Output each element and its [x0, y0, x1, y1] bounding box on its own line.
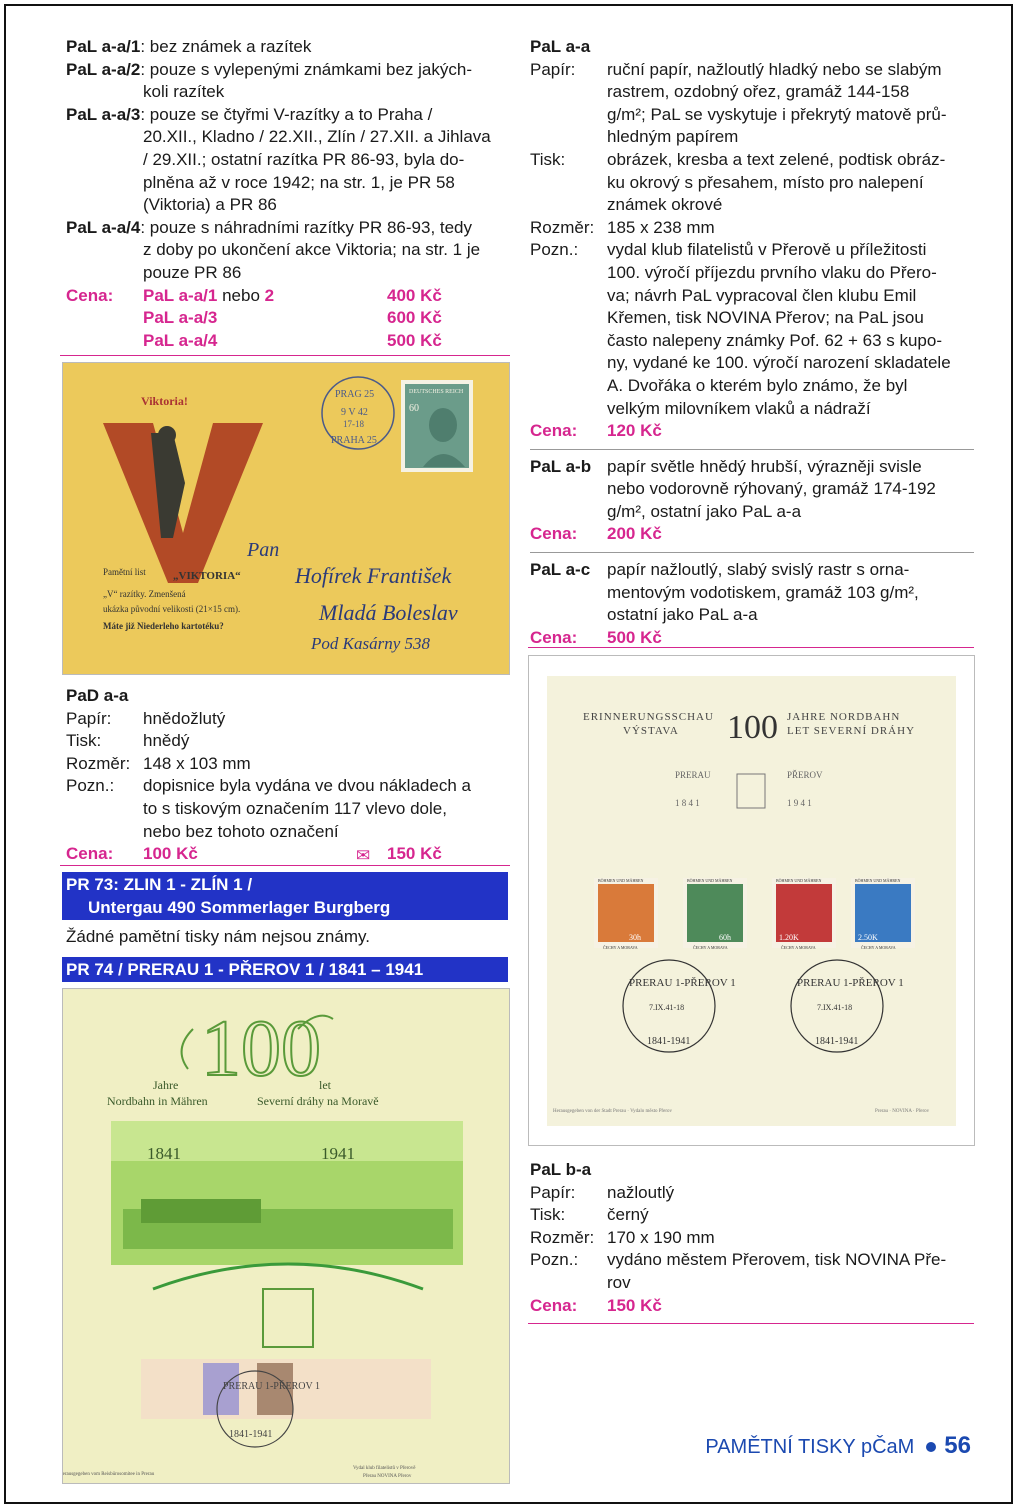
- palaa-papir-label: Papír:: [530, 59, 576, 79]
- viktoria-caption-4: ukázka původní velikosti (21×15 cm).: [103, 604, 241, 614]
- sheet-small-2: Vydal klub filatelistů v Přerově: [353, 1466, 416, 1471]
- text-pala1: bez známek a razítek: [149, 37, 312, 56]
- palba-cena-label: Cena:: [530, 1295, 578, 1315]
- postmark-bottom: PRAHA 25: [331, 435, 377, 446]
- block-stamp-2: [683, 878, 747, 950]
- left-column: [66, 36, 510, 353]
- pad-title: PaD a-a: [66, 686, 129, 705]
- palaa-pozn-l6: ny, vydané ke 100. výročí narození skladatele: [607, 353, 951, 373]
- pr74-banner: [62, 957, 508, 982]
- pad-pozn-l2: to s tiskovým označením 117 vlevo dole,: [143, 798, 447, 818]
- palac-cena-value: 500 Kč: [607, 627, 662, 647]
- pad-cena-value-1: 100 Kč: [143, 844, 198, 864]
- block-stamp-4-top: BÖHMEN UND MÄHREN: [855, 878, 901, 883]
- palac-l1: papír nažloutlý, slabý svislý rastr s orna-: [607, 560, 910, 580]
- postmark-time: 17-18: [343, 419, 364, 429]
- block-small-2: Prerau · NOVINA · Přerov: [875, 1109, 930, 1114]
- stamp-value: 60: [409, 403, 419, 414]
- block-big-100: 100: [727, 709, 778, 746]
- price-row-2: PaL a-a/3: [143, 308, 218, 328]
- pad-papir-value: hnědožlutý: [143, 708, 226, 728]
- price-value-1: 400 Kč: [387, 285, 442, 305]
- viktoria-caption-5: Máte již Niederleho kartotéku?: [103, 621, 224, 631]
- block-stamp-1-top: BÖHMEN UND MÄHREN: [598, 878, 644, 883]
- pad-tisk-value: hnědý: [143, 731, 190, 751]
- palab-l3: g/m², ostatní jako PaL a-a: [607, 501, 802, 521]
- address-line-4: Pod Kasárny 538: [311, 634, 430, 653]
- pad-rozmer-label: Rozměr:: [66, 753, 131, 773]
- block-pm-1-text: PRERAU 1-PŘEROV 1: [629, 977, 736, 989]
- sheet-severni: Severní dráhy na Moravě: [257, 1094, 379, 1108]
- palaa-pozn-l3: va; návrh PaL vypracoval člen klubu Emil: [607, 285, 917, 305]
- postmark-date: 9 V 42: [341, 407, 368, 418]
- stamp-text: DEUTSCHES REICH: [409, 389, 464, 395]
- viktoria-title: Viktoria!: [141, 394, 188, 408]
- pad-pozn-l3: nebo bez tohoto označení: [143, 821, 339, 841]
- text-pala3-l5: (Viktoria) a PR 86: [143, 195, 277, 215]
- palaa-pozn-l8: velkým milovníkem vlaků a nádraží: [607, 398, 871, 418]
- pad-papir-label: Papír:: [66, 708, 112, 728]
- text-pala2-l1: pouze s vylepenými známkami bez jakých-: [149, 59, 472, 79]
- palaa-papir-l4: hledným papírem: [607, 127, 739, 147]
- divider-line-4: [528, 1323, 974, 1324]
- address-line-2: Hofírek František: [295, 563, 452, 588]
- block-pm-2-years: 1841-1941: [815, 1036, 859, 1047]
- palba-rozmer-value: 170 x 190 mm: [607, 1227, 715, 1247]
- sheet-year-1: 1841: [147, 1144, 181, 1163]
- block-stamp-4-bot: ČECHY A MORAVA: [861, 945, 896, 950]
- palab-title: PaL a-b: [530, 456, 592, 476]
- code-pala3: PaL a-a/3: [66, 104, 141, 124]
- viktoria-postcard-image: [62, 362, 510, 675]
- palaa-cena-value: 120 Kč: [607, 421, 662, 441]
- palba-pozn-l2: rov: [607, 1272, 631, 1292]
- pr74-line: PR 74 / PRERAU 1 - PŘEROV 1 / 1841 – 1941: [66, 960, 424, 979]
- entry-pala1: PaL a-a/1 : bez známek a razítek: [66, 36, 510, 59]
- price-row-1-or: nebo: [222, 285, 260, 305]
- palaa-papir-l1: ruční papír, nažloutlý hladký nebo se slabým: [607, 59, 942, 79]
- block-stamp-2-top: BÖHMEN UND MÄHREN: [687, 878, 733, 883]
- pad-cena-value-2: 150 Kč: [387, 844, 442, 864]
- block-t3: JAHRE NORDBAHN: [787, 711, 901, 723]
- code-pala2: PaL a-a/2: [66, 59, 141, 79]
- palba-papir-label: Papír:: [530, 1182, 576, 1202]
- sheet-jahre: Jahre: [153, 1078, 179, 1092]
- sheet-small-1: Herausgegeben vom Reisbürosomitee in Prerau: [63, 1472, 155, 1477]
- palaa-rozmer-value: 185 x 238 mm: [607, 217, 715, 237]
- pr73-line2: Untergau 490 Sommerlager Burgberg: [88, 898, 391, 917]
- palaa-tisk-l1: obrázek, kresba a text zelené, podtisk obráz-: [607, 149, 946, 169]
- block-year-2: 1 9 4 1: [787, 798, 812, 808]
- block-stamp-1-bot: ČECHY A MORAVA: [603, 945, 638, 950]
- text-pala3-l4: plněna až v roce 1942; na str. 1, je PR 58: [143, 172, 455, 192]
- pad-pozn-l1: dopisnice byla vydána ve dvou nákladech a: [143, 776, 471, 796]
- palba-section: [530, 1159, 974, 1317]
- palaa-tisk-l2: ku okrový s přesahem, místo pro nalepení: [607, 172, 924, 192]
- sheet-let: let: [319, 1078, 331, 1092]
- palaa-rozmer-label: Rozměr:: [530, 217, 595, 237]
- pr73-line1: PR 73: ZLIN 1 - ZLÍN 1 /: [66, 875, 253, 894]
- block-stamp-1-value: 30h: [629, 933, 641, 942]
- palaa-tisk-label: Tisk:: [530, 149, 566, 169]
- palaa-papir-l3: g/m²; PaL se vyskytuje i překrytý matově prů-: [607, 104, 947, 124]
- text-pala3-l3: / 29.XII.; ostatní razítka PR 86-93, byla do-: [143, 149, 465, 169]
- entry-pala3: PaL a-a/3 : pouze se čtyřmi V-razítky a to Praha / 20.XII., Kladno / 22.XII., Zlín / 27.XII. a Jihlava / 29.XII.; ostatní razítka PR 86-93, byla do- plněna až v roce 1942; na str. 1, je PR 58 (Viktoria) a PR 86: [66, 104, 510, 217]
- footer-title: PAMĚTNÍ TISKY pČaM: [705, 1436, 915, 1458]
- entry-pala4: PaL a-a/4 : pouze s náhradními razítky PR 86-93, tedy z doby po ukončení akce Viktoria; na str. 1 je pouze PR 86: [66, 217, 510, 285]
- pad-rozmer-value: 148 x 103 mm: [143, 753, 251, 773]
- sheet-postmark-years: 1841-1941: [229, 1429, 273, 1440]
- palba-papir-value: nažloutlý: [607, 1182, 675, 1202]
- text-pala2-l2: koli razítek: [143, 82, 225, 102]
- sheet-small-3: Přerau NOVINA Přerov: [363, 1474, 412, 1479]
- text-pala3-l2: 20.XII., Kladno / 22.XII., Zlín / 27.XII. a Jihlava: [143, 127, 491, 147]
- pad-tisk-label: Tisk:: [66, 731, 102, 751]
- viktoria-caption-3: „V“ razítky. Zmenšená: [103, 589, 186, 599]
- palba-pozn-label: Pozn.:: [530, 1250, 579, 1270]
- address-line-1: Pan: [247, 539, 280, 561]
- code-pala4: PaL a-a/4: [66, 217, 141, 237]
- block-stamp-4: [851, 878, 915, 950]
- palac-l2: mentovým vodotiskem, gramáž 103 g/m²,: [607, 582, 919, 602]
- palaa-papir-l2: rastrem, ozdobný ořez, gramáž 144-158: [607, 82, 910, 102]
- palaa-pozn-l7: A. Dvořáka o kterém bylo známo, že byl: [607, 375, 908, 395]
- code-pala1: PaL a-a/1: [66, 37, 141, 56]
- palba-tisk-label: Tisk:: [530, 1205, 566, 1225]
- divider-line: [60, 355, 510, 356]
- viktoria-caption-1: Pamětní list: [103, 567, 146, 577]
- pad-section: [66, 685, 510, 866]
- sheet-year-2: 1941: [321, 1144, 355, 1163]
- price-value-2: 600 Kč: [387, 308, 442, 328]
- pad-pozn-label: Pozn.:: [66, 776, 115, 796]
- block-small-1: Herausgegeben von der Stadt Prerau · Vydalo město Přerov: [553, 1109, 673, 1114]
- block-pm-2-date: 7.IX.41-18: [817, 1003, 853, 1012]
- envelope-icon: ✉: [356, 846, 371, 866]
- pad-cena-label: Cena:: [66, 844, 114, 864]
- palab-l2: nebo vodorovně rýhovaný, gramáž 174-192: [607, 479, 936, 499]
- palac-l3: ostatní jako PaL a-a: [607, 605, 758, 625]
- block-t4: LET SEVERNÍ DRÁHY: [787, 725, 916, 737]
- block-pm-1-years: 1841-1941: [647, 1036, 691, 1047]
- entry-pala2: PaL a-a/2: pouze s vylepenými známkami bez jakých- koli razítek: [66, 59, 510, 104]
- nordbahn-block-image: [528, 655, 975, 1146]
- palaa-pozn-l2: 100. výročí příjezdu prvního vlaku do Přero-: [607, 262, 937, 282]
- palba-title: PaL b-a: [530, 1160, 592, 1179]
- right-column: [530, 36, 974, 649]
- price-row-1-code: PaL a-a/1: [143, 285, 218, 305]
- block-stamp-2-value: 60h: [719, 933, 731, 942]
- block-stamp-1: [594, 878, 658, 950]
- address-line-3: Mladá Boleslav: [319, 600, 458, 625]
- price-row-3: PaL a-a/4: [143, 330, 218, 350]
- palab-cena-label: Cena:: [530, 524, 578, 544]
- palba-rozmer-label: Rozměr:: [530, 1227, 595, 1247]
- sheet-nordbahn: Nordbahn in Mähren: [107, 1094, 208, 1108]
- bullet-dot-icon: [926, 1442, 936, 1452]
- palaa-pozn-l1: vydal klub filatelistů v Přerově u příležitosti: [607, 240, 927, 260]
- block-stamp-3-top: BÖHMEN UND MÄHREN: [776, 878, 822, 883]
- page-footer: [705, 1432, 971, 1460]
- price-row-1: [143, 285, 274, 308]
- palba-tisk-value: černý: [607, 1205, 649, 1225]
- sheet-big-100: 100: [201, 1005, 321, 1093]
- prerov-100-sheet-image: [62, 988, 510, 1484]
- postmark-top: PRAG 25: [335, 389, 375, 400]
- palaa-pozn-l5: často nalepeny známky Pof. 62 + 63 s kupo-: [607, 330, 943, 350]
- block-year-1: 1 8 4 1: [675, 798, 700, 808]
- viktoria-caption-2: „VIKTORIA“: [173, 570, 241, 582]
- price-value-3: 500 Kč: [387, 330, 442, 350]
- palaa-tisk-l3: známek okrové: [607, 195, 723, 215]
- divider-line-2: [60, 865, 510, 866]
- divider-line-3: [528, 647, 974, 648]
- block-pm-1-date: 7.IX.41-18: [649, 1003, 685, 1012]
- block-prerov: PŘEROV: [787, 770, 823, 780]
- palaa-pozn-l4: Křemen, tisk NOVINA Přerov; na PaL jsou: [607, 308, 924, 328]
- palac-title: PaL a-c: [530, 560, 591, 580]
- palac-cena-label: Cena:: [530, 627, 578, 647]
- block-stamp-2-bot: ČECHY A MORAVA: [693, 945, 728, 950]
- block-stamp-3: [772, 878, 836, 950]
- text-pala4-l3: pouze PR 86: [143, 262, 242, 282]
- block-stamp-4-value: 2.50K: [858, 933, 878, 942]
- hitler-stamp: [401, 380, 473, 472]
- palaa-cena-label: Cena:: [530, 421, 578, 441]
- text-pala4-l1: pouze s náhradními razítky PR 86-93, tedy: [149, 217, 473, 237]
- palaa-title: PaL a-a: [530, 37, 591, 56]
- palba-cena-value: 150 Kč: [607, 1295, 662, 1315]
- palaa-pozn-label: Pozn.:: [530, 240, 579, 260]
- pr73-banner: [62, 872, 508, 920]
- block-t1: ERINNERUNGSSCHAU: [583, 711, 714, 723]
- palba-pozn-l1: vydáno městem Přerovem, tisk NOVINA Pře-: [607, 1250, 947, 1270]
- price-table-1: [66, 285, 510, 353]
- block-pm-2-text: PRERAU 1-PŘEROV 1: [797, 977, 904, 989]
- page-number: 56: [944, 1432, 971, 1459]
- sheet-postmark-text: PRERAU 1-PŘEROV 1: [223, 1381, 321, 1392]
- block-stamp-3-value: 1.20K: [779, 933, 799, 942]
- palab-l1: papír světle hnědý hrubší, výrazněji svisle: [607, 456, 922, 476]
- price-row-1-code2: 2: [264, 285, 275, 305]
- palab-cena-value: 200 Kč: [607, 524, 662, 544]
- block-t2: VÝSTAVA: [623, 725, 679, 737]
- block-prerau: PRERAU: [675, 770, 711, 780]
- text-pala3-l1: pouze se čtyřmi V-razítky a to Praha /: [149, 104, 433, 124]
- block-stamp-3-bot: ČECHY A MORAVA: [781, 945, 816, 950]
- cena-label: Cena:: [66, 285, 114, 305]
- pr73-note: Žádné pamětní tisky nám nejsou známy.: [66, 927, 370, 946]
- text-pala4-l2: z doby po ukončení akce Viktoria; na str. 1 je: [143, 240, 481, 260]
